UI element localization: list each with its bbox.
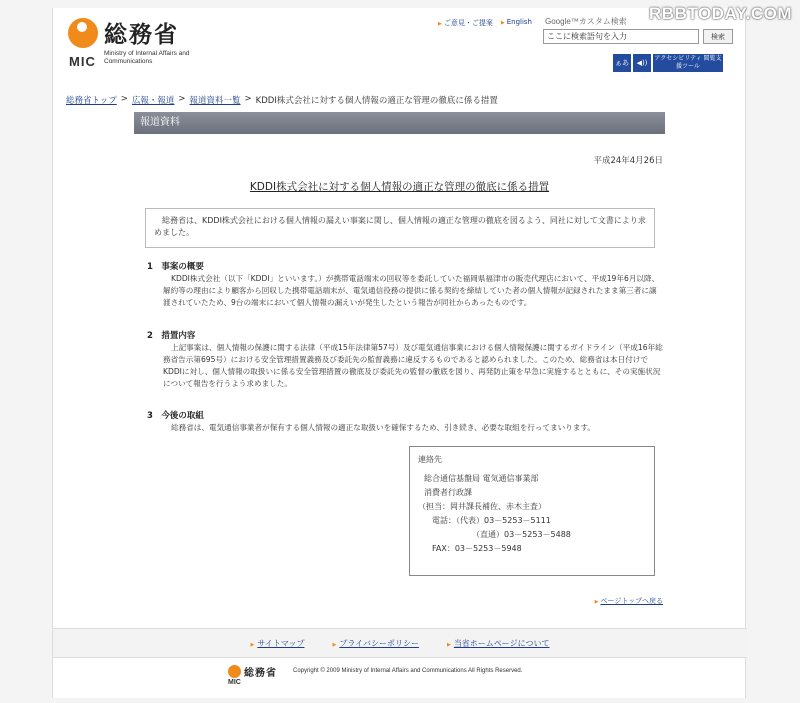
top-links bbox=[438, 18, 532, 28]
breadcrumb-press-list[interactable]: 報道資料一覧 bbox=[189, 96, 241, 106]
font-size-icon[interactable]: ぁあ bbox=[613, 54, 631, 72]
copyright: Copyright © 2009 Ministry of Internal Affairs and Communications All Rights Reserved. bbox=[293, 668, 523, 674]
contact-title: 連絡先 bbox=[418, 455, 442, 464]
breadcrumb-pr[interactable]: 広報・報道 bbox=[131, 96, 175, 106]
logo-en: Ministry of Internal Affairs and Communications bbox=[104, 50, 190, 65]
logo-mark-icon bbox=[68, 18, 98, 48]
breadcrumb-separator: > bbox=[178, 94, 186, 104]
english-link[interactable]: ▶ English bbox=[501, 18, 532, 28]
breadcrumb bbox=[66, 94, 498, 106]
footer-logo-mic: MIC bbox=[228, 679, 241, 686]
footer-logo-mark-icon bbox=[228, 665, 241, 678]
section-2-heading: 2 措置内容 bbox=[147, 331, 196, 341]
section-1-body: KDDI株式会社（以下「KDDI」といいます。）が携帯電話端末の回収等を委託していた福岡県福津市の販売代理店において、平成19年6月以降、解約等の理由により顧客から回収した携帯電話端末が、電気通信役務の提供に係る契約を締結していた者の個人情報が記録されたまま第三者に譲渡されていたため、9台の端末において個人情報の漏えいが発生したという報告が同社からあったものです。 bbox=[163, 274, 660, 307]
search-input[interactable] bbox=[543, 29, 699, 44]
breadcrumb-current: KDDI株式会社に対する個人情報の適正な管理の徹底に係る措置 bbox=[255, 96, 498, 106]
speaker-icon[interactable]: ◀)) bbox=[633, 54, 651, 72]
release-date: 平成24年4月26日 bbox=[593, 156, 663, 166]
contact-box bbox=[409, 446, 655, 576]
breadcrumb-separator: > bbox=[120, 94, 128, 104]
google-custom-search-label: Google™カスタム検索 bbox=[545, 17, 627, 26]
accessibility-tool-button[interactable]: アクセシビリティ 閲覧支援ツール bbox=[654, 55, 722, 70]
contact-line: （担当：岡井課長補佐、赤木主査） bbox=[418, 502, 546, 511]
search-form bbox=[543, 29, 733, 44]
mic-logo[interactable] bbox=[68, 16, 218, 74]
accessibility-tools bbox=[613, 54, 723, 72]
page-top-link[interactable]: ▶ ページトップへ戻る bbox=[595, 596, 663, 606]
contact-line: 消費者行政課 bbox=[424, 488, 472, 497]
logo-jp: 総務省 bbox=[104, 22, 179, 48]
section-title: 報道資料 bbox=[134, 112, 665, 134]
page bbox=[52, 8, 746, 698]
page-title: KDDI株式会社に対する個人情報の適正な管理の徹底に係る措置 bbox=[249, 181, 550, 193]
about-site-link[interactable]: ▶ 当省ホームページについて bbox=[447, 638, 550, 649]
logo-mic: MIC bbox=[69, 54, 96, 69]
footer-links bbox=[53, 628, 747, 658]
contact-line: FAX：03－5253－5948 bbox=[432, 544, 522, 553]
sitemap-link[interactable]: ▶ サイトマップ bbox=[251, 638, 305, 649]
watermark: RBBTODAY.COM bbox=[649, 4, 792, 23]
section-3-heading: 3 今後の取組 bbox=[147, 411, 204, 421]
breadcrumb-separator: > bbox=[244, 94, 252, 104]
search-button[interactable]: 検索 bbox=[703, 29, 733, 44]
section-3-body: 総務省は、電気通信事業者が保有する個人情報の適正な取扱いを確保するため、引き続き、必要な取組を行ってまいります。 bbox=[171, 423, 596, 432]
summary-box: 総務省は、KDDI株式会社における個人情報の漏えい事案に関し、個人情報の適正な管理の徹底を図るよう、同社に対して文書により求めました。 bbox=[145, 208, 655, 248]
section-1-heading: 1 事案の概要 bbox=[147, 262, 204, 272]
opinion-link[interactable]: ▶ ご意見・ご提案 bbox=[438, 18, 493, 28]
privacy-policy-link[interactable]: ▶ プライバシーポリシー bbox=[332, 638, 418, 649]
contact-line: 電話：（代表）03－5253－5111 bbox=[432, 516, 551, 525]
contact-line: 総合通信基盤局 電気通信事業部 bbox=[424, 474, 539, 483]
breadcrumb-top[interactable]: 総務省トップ bbox=[66, 96, 117, 106]
contact-line: （直通）03－5253－5488 bbox=[472, 530, 571, 539]
section-2-body: 上記事案は、個人情報の保護に関する法律（平成15年法律第57号）及び電気通信事業における個人情報保護に関するガイドライン（平成16年総務省告示第695号）における安全管理措置義務及び委託先の監督義務に違反するものであると認められました。このため、総務省は本日付けでKDDIに対し、個人情報の取扱いに係る安全管理措置の徹底及び委託先の監督の徹底を図り、再発防止策を早急に実施するとともに、その実施状況について報告を行うよう求めました。 bbox=[163, 343, 663, 388]
footer-logo-jp: 総務省 bbox=[244, 668, 277, 679]
